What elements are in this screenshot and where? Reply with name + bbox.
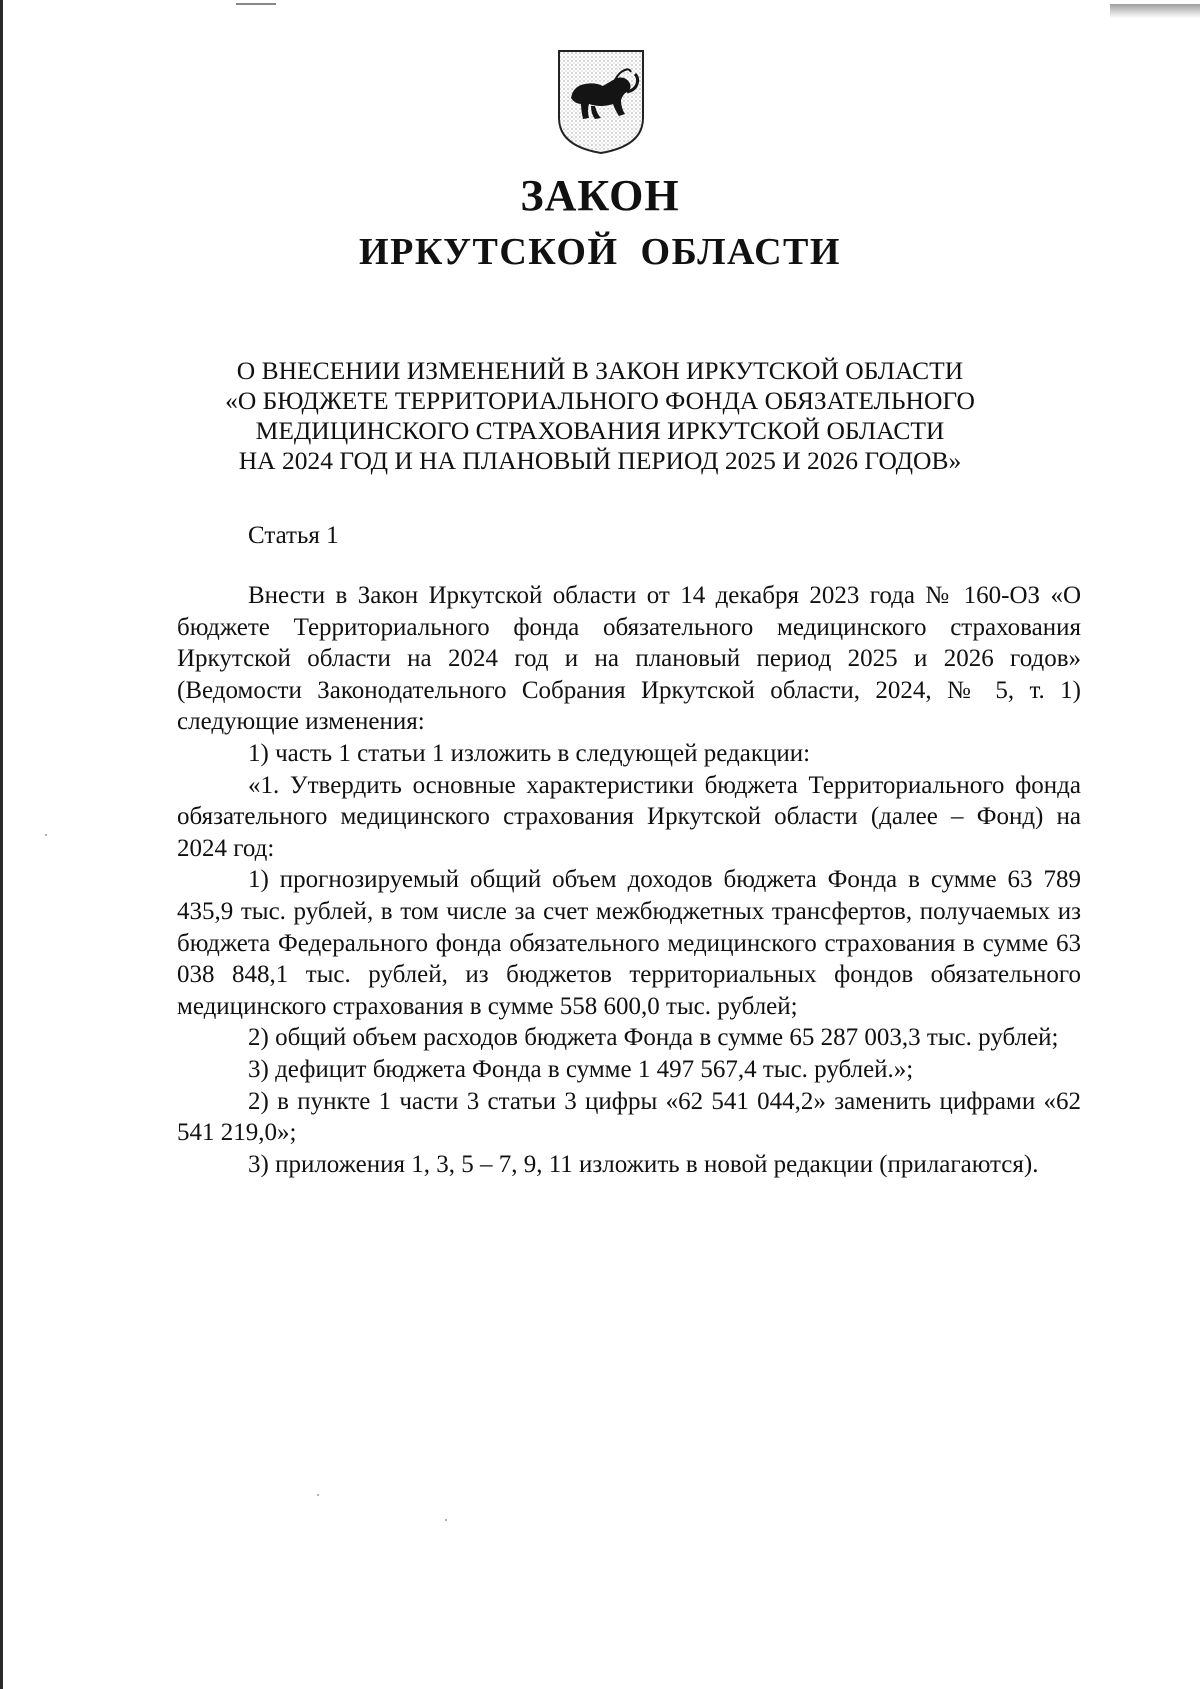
paragraph-item: 1) часть 1 статьи 1 изложить в следующей редакции: — [248, 739, 811, 767]
paragraph-intro: Внести в Закон Иркутской области от 14 декабря 2023 года № 160-ОЗ «О бюджете Территориального фонда обязательного медицинского страхования Иркутской области на 2024 год и на плановый период 2025 и 2026 годов» (Ведомости Законодательного Собрания Иркутской области, 2024, № 5, т. 1) следующие изменения: — [177, 582, 1081, 736]
paragraph-item: 3) приложения 1, 3, 5 – 7, 9, 11 изложить в новой редакции (прилагаются). — [248, 1150, 1039, 1178]
scan-artifact — [1110, 4, 1200, 18]
scan-artifact — [236, 3, 276, 5]
scan-speck — [317, 1494, 319, 1496]
paragraph-item: 3) дефицит бюджета Фонда в сумме 1 497 567,4 тыс. рублей.»; — [248, 1055, 914, 1083]
paragraph-item: 2) общий объем расходов бюджета Фонда в сумме 65 287 003,3 тыс. рублей; — [248, 1024, 1059, 1052]
paragraph-item: 1) прогнозируемый общий объем доходов бюджета Фонда в сумме 63 789 435,9 тыс. рублей, в том числе за счет межбюджетных трансфертов, получаемых из бюджета Федерального фонда обязательного медицинского страхования в сумме 63 038 848,1 тыс. рублей, из бюджетов территориальных фондов обязательного медицинского страхования в сумме 558 600,0 тыс. рублей; — [177, 866, 1081, 1020]
issuing-region-title: ИРКУТСКОЙ ОБЛАСТИ — [359, 231, 841, 273]
subject-line: О ВНЕСЕНИИ ИЗМЕНЕНИЙ В ЗАКОН ИРКУТСКОЙ ОБЛАСТИ — [236, 356, 964, 385]
paragraph-item: «1. Утвердить основные характеристики бюджета Территориального фонда обязательного медицинского страхования Иркутской области (далее – Фонд) на 2024 год: — [177, 771, 1081, 862]
paragraph-item: 2) в пункте 1 части 3 статьи 3 цифры «62 541 044,2» заменить цифрами «62 541 219,0»; — [177, 1087, 1081, 1147]
subject-line: «О БЮДЖЕТЕ ТЕРРИТОРИАЛЬНОГО ФОНДА ОБЯЗАТЕЛЬНОГО — [225, 386, 975, 415]
scan-speck — [445, 1519, 447, 1521]
article-body — [177, 580, 1081, 1180]
article-heading: Статья 1 — [248, 522, 339, 549]
irkutsk-coat-of-arms-icon — [555, 48, 647, 156]
law-subject-heading — [130, 356, 1070, 476]
document-type-title: ЗАКОН — [520, 171, 680, 220]
subject-line: НА 2024 ГОД И НА ПЛАНОВЫЙ ПЕРИОД 2025 И 2026 ГОДОВ» — [238, 446, 962, 475]
scan-speck — [45, 834, 47, 836]
subject-line: МЕДИЦИНСКОГО СТРАХОВАНИЯ ИРКУТСКОЙ ОБЛАСТИ — [255, 416, 945, 445]
